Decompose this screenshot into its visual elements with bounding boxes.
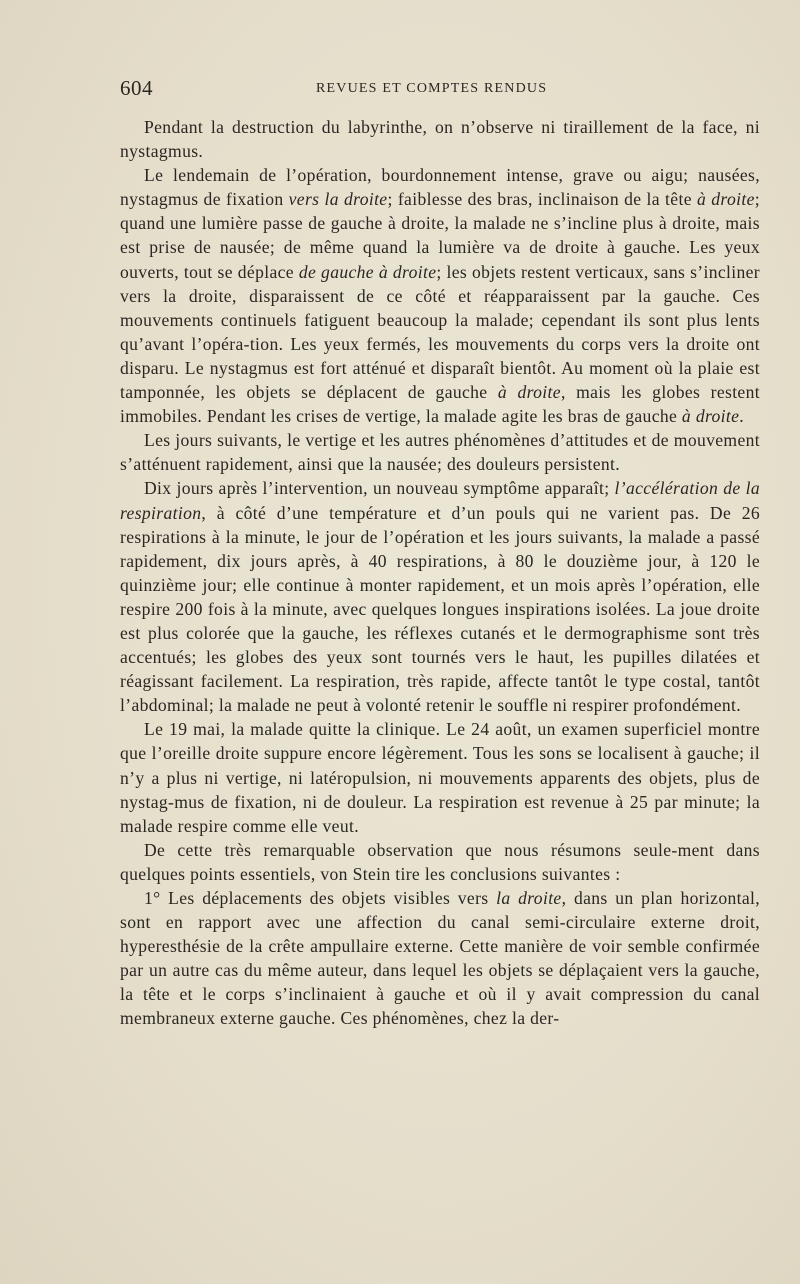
- paragraph: Le lendemain de l’opération, bourdonnement intense, grave ou aigu; nausées, nystagmus de fixation vers la droite; faiblesse des bras, inclinaison de la tête à droite; quand une lumière passe de gauche à droite, la malade ne s’incline plus à droite, mais est prise de nausée; de même quand la lumière va de droite à gauche. Les yeux ouverts, tout se déplace de gauche à droite; les objets restent verticaux, sans s’incliner vers la droite, disparaissent de ce côté et réapparaissent par la gauche. Ces mouvements continuels fatiguent beaucoup la malade; cependant ils sont plus lents qu’avant l’opéra-tion. Les yeux fermés, les mouvements du corps vers la droite ont disparu. Le nystagmus est fort atténué et disparaît bientôt. Au moment où la plaie est tamponnée, les objets se déplacent de gauche à droite, mais les globes restent immobiles. Pendant les crises de vertige, la malade agite les bras de gauche à droite.: [120, 165, 761, 427]
- paragraph: Les jours suivants, le vertige et les autres phénomènes d’attitudes et de mouvement s’atténuent rapidement, ainsi que la nausée; des douleurs persistent.: [120, 430, 760, 475]
- running-head: REVUES ET COMPTES RENDUS: [316, 81, 548, 96]
- paragraph: Pendant la destruction du labyrinthe, on n’observe ni tiraillement de la face, ni nystagmus.: [120, 117, 760, 162]
- paragraph: De cette très remarquable observation que nous résumons seule-ment dans quelques points essentiels, von Stein tire les conclusions suivantes :: [120, 839, 760, 884]
- paragraph: 1° Les déplacements des objets visibles vers la droite, dans un plan horizontal, sont en rapport avec une affection du canal semi-circulaire externe droit, hyperesthésie de la crête ampullaire externe. Cette manière de voir semble confirmée par un autre cas du même auteur, dans lequel les objets se déplaçaient vers la gauche, la tête et le corps s’inclinaient à gauche et où il y avait compression du canal membraneux externe gauche. Ces phénomènes, chez la der-: [120, 888, 761, 1029]
- page-number: 604: [120, 76, 153, 100]
- paragraph: Le 19 mai, la malade quitte la clinique. Le 24 août, un examen superficiel montre que l’oreille droite suppure encore légèrement. Tous les sons se localisent à gauche; il n’y a plus ni vertige, ni latéropulsion, ni mouvements apparents des objets, plus de nystag-mus de fixation, ni de douleur. La respiration est revenue à 25 par minute; la malade respire comme elle veut.: [120, 719, 760, 836]
- paragraph: Dix jours après l’intervention, un nouveau symptôme apparaît; l’accélération de la respiration, à côté d’une température et d’un pouls qui ne varient pas. De 26 respirations à la minute, le jour de l’opération et les jours suivants, la malade a passé rapidement, dix jours après, à 40 respirations, à 80 le douzième jour, à 120 le quinzième jour; elle continue à monter rapidement, et un mois après l’opération, elle respire 200 fois à la minute, avec quelques longues inspirations isolées. La joue droite est plus colorée que la gauche, les réflexes cutanés et le dermographisme sont très accentués; les globes des yeux sont tournés vers le haut, les pupilles dilatées et réagissant facilement. La respiration, très rapide, affecte tantôt le type costal, tantôt l’abdominal; la malade ne peut à volonté retenir le souffle ni respirer profondément.: [120, 478, 760, 716]
- page-header: [120, 76, 760, 102]
- body-text: [120, 115, 760, 1031]
